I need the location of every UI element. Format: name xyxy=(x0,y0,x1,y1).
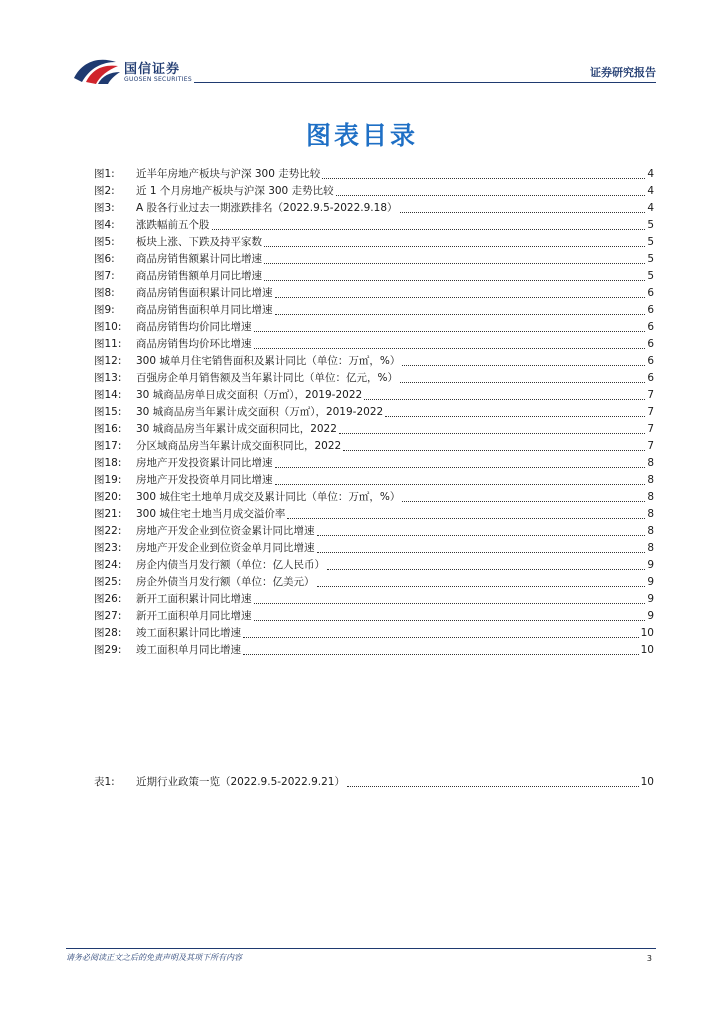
toc-entry-label: 图26: xyxy=(94,593,122,605)
toc-entry[interactable] xyxy=(94,251,654,268)
toc-entry-title: 商品房销售额累计同比增速 xyxy=(136,251,264,268)
toc-entry-label: 图22: xyxy=(94,525,122,537)
toc-entry[interactable] xyxy=(94,404,654,421)
toc-entry-page: 9 xyxy=(645,574,654,591)
toc-entry-label: 图17: xyxy=(94,440,122,452)
toc-entry-title: 房地产开发企业到位资金累计同比增速 xyxy=(136,523,317,540)
toc-entry[interactable] xyxy=(94,200,654,217)
report-type-label: 证券研究报告 xyxy=(590,66,656,79)
toc-dot-leader xyxy=(264,246,645,247)
toc-entry-label: 图13: xyxy=(94,372,122,384)
toc-entry-page: 8 xyxy=(645,506,654,523)
toc-entry-page: 6 xyxy=(645,319,654,336)
toc-entry-title: 30 城商品房当年累计成交面积同比，2022 xyxy=(136,421,339,438)
toc-dot-leader xyxy=(275,484,645,485)
toc-entry-label: 表1: xyxy=(94,776,115,788)
toc-dot-leader xyxy=(400,382,645,383)
toc-entry[interactable] xyxy=(94,574,654,591)
toc-entry[interactable] xyxy=(94,455,654,472)
toc-entry-page: 7 xyxy=(645,421,654,438)
toc-dot-leader xyxy=(212,229,645,230)
toc-entry-label: 图23: xyxy=(94,542,122,554)
toc-entry-page: 10 xyxy=(639,774,654,791)
toc-entry[interactable] xyxy=(94,774,654,791)
toc-entry-page: 6 xyxy=(645,285,654,302)
toc-entry-label: 图11: xyxy=(94,338,122,350)
toc-entry-title: 30 城商品房当年累计成交面积（万㎡），2019-2022 xyxy=(136,404,385,421)
toc-entry-title: 板块上涨、下跌及持平家数 xyxy=(136,234,264,251)
toc-entry-title: 竣工面积单月同比增速 xyxy=(136,642,243,659)
toc-dot-leader xyxy=(339,433,645,434)
toc-dot-leader xyxy=(264,280,645,281)
toc-entry-title: 商品房销售均价同比增速 xyxy=(136,319,254,336)
page-header xyxy=(72,48,656,88)
toc-entry-label: 图18: xyxy=(94,457,122,469)
toc-entry-title: 商品房销售额单月同比增速 xyxy=(136,268,264,285)
toc-entry-title: 商品房销售面积单月同比增速 xyxy=(136,302,275,319)
toc-dot-leader xyxy=(347,786,639,787)
toc-entry-page: 9 xyxy=(645,591,654,608)
toc-dot-leader xyxy=(254,620,645,621)
toc-entry[interactable] xyxy=(94,217,654,234)
toc-dot-leader xyxy=(402,501,645,502)
toc-entry-label: 图15: xyxy=(94,406,122,418)
page-title: 图表目录 xyxy=(305,121,418,150)
toc-entry-label: 图25: xyxy=(94,576,122,588)
toc-entry-label: 图3: xyxy=(94,202,115,214)
toc-entry-title: 近半年房地产板块与沪深 300 走势比较 xyxy=(136,166,322,183)
toc-dot-leader xyxy=(243,637,639,638)
toc-entry-page: 7 xyxy=(645,404,654,421)
toc-dot-leader xyxy=(322,178,645,179)
toc-entry-page: 6 xyxy=(645,370,654,387)
toc-entry[interactable] xyxy=(94,557,654,574)
toc-entry[interactable] xyxy=(94,234,654,251)
toc-entry-page: 8 xyxy=(645,523,654,540)
toc-entry-page: 8 xyxy=(645,455,654,472)
toc-entry-title: 房地产开发企业到位资金单月同比增速 xyxy=(136,540,317,557)
toc-entry-label: 图8: xyxy=(94,287,115,299)
toc-entry-title: 房地产开发投资单月同比增速 xyxy=(136,472,275,489)
toc-entry-title: 房地产开发投资累计同比增速 xyxy=(136,455,275,472)
toc-entry-page: 6 xyxy=(645,353,654,370)
figure-list xyxy=(94,166,654,659)
toc-entry[interactable] xyxy=(94,591,654,608)
toc-dot-leader xyxy=(287,518,645,519)
toc-entry-label: 图21: xyxy=(94,508,122,520)
toc-entry-label: 图20: xyxy=(94,491,122,503)
toc-dot-leader xyxy=(402,365,645,366)
toc-entry[interactable] xyxy=(94,421,654,438)
toc-entry-page: 10 xyxy=(639,625,654,642)
toc-entry-page: 5 xyxy=(645,217,654,234)
toc-dot-leader xyxy=(275,467,645,468)
header-divider xyxy=(194,82,656,83)
toc-entry-label: 图7: xyxy=(94,270,115,282)
toc-entry[interactable] xyxy=(94,370,654,387)
toc-entry[interactable] xyxy=(94,523,654,540)
toc-entry[interactable] xyxy=(94,489,654,506)
toc-dot-leader xyxy=(254,348,645,349)
toc-entry-title: 房企内债当月发行额（单位：亿人民币） xyxy=(136,557,327,574)
toc-entry[interactable] xyxy=(94,438,654,455)
toc-entry-label: 图2: xyxy=(94,185,115,197)
logo-chinese-name: 国信证券 xyxy=(124,62,181,77)
toc-entry-label: 图19: xyxy=(94,474,122,486)
toc-entry-title: 商品房销售面积累计同比增速 xyxy=(136,285,275,302)
toc-entry-title: 近 1 个月房地产板块与沪深 300 走势比较 xyxy=(136,183,336,200)
toc-entry[interactable] xyxy=(94,608,654,625)
toc-entry-page: 6 xyxy=(645,302,654,319)
toc-dot-leader xyxy=(336,195,645,196)
toc-entry-page: 5 xyxy=(645,251,654,268)
table-list xyxy=(94,774,654,791)
toc-entry[interactable] xyxy=(94,319,654,336)
toc-entry[interactable] xyxy=(94,506,654,523)
toc-entry-page: 8 xyxy=(645,540,654,557)
toc-entry-page: 4 xyxy=(645,166,654,183)
footer-divider xyxy=(66,948,656,949)
toc-entry-label: 图28: xyxy=(94,627,122,639)
toc-entry-label: 图4: xyxy=(94,219,115,231)
toc-entry-page: 9 xyxy=(645,557,654,574)
toc-entry-page: 4 xyxy=(645,183,654,200)
toc-entry[interactable] xyxy=(94,166,654,183)
toc-entry-label: 图27: xyxy=(94,610,122,622)
toc-entry[interactable] xyxy=(94,472,654,489)
toc-entry[interactable] xyxy=(94,353,654,370)
toc-entry[interactable] xyxy=(94,268,654,285)
toc-entry-title: 新开工面积累计同比增速 xyxy=(136,591,254,608)
toc-dot-leader xyxy=(264,263,645,264)
guosen-logo-icon xyxy=(72,52,122,86)
toc-entry[interactable] xyxy=(94,183,654,200)
toc-dot-leader xyxy=(317,552,645,553)
toc-entry-title: 商品房销售均价环比增速 xyxy=(136,336,254,353)
toc-dot-leader xyxy=(364,399,645,400)
toc-entry[interactable] xyxy=(94,540,654,557)
toc-entry[interactable] xyxy=(94,387,654,404)
page-number: 3 xyxy=(646,954,652,963)
toc-entry-title: 300 城单月住宅销售面积及累计同比（单位：万㎡，%） xyxy=(136,353,402,370)
toc-dot-leader xyxy=(275,314,645,315)
toc-entry-title: 分区域商品房当年累计成交面积同比，2022 xyxy=(136,438,343,455)
toc-entry-label: 图5: xyxy=(94,236,115,248)
toc-entry[interactable] xyxy=(94,285,654,302)
toc-entry-page: 6 xyxy=(645,336,654,353)
toc-entry-title: A 股各行业过去一期涨跌排名（2022.9.5-2022.9.18） xyxy=(136,200,400,217)
toc-entry-title: 300 城住宅土地单月成交及累计同比（单位：万㎡，%） xyxy=(136,489,402,506)
toc-entry-title: 300 城住宅土地当月成交溢价率 xyxy=(136,506,287,523)
toc-entry[interactable] xyxy=(94,625,654,642)
toc-dot-leader xyxy=(243,654,639,655)
toc-dot-leader xyxy=(385,416,645,417)
toc-entry-title: 近期行业政策一览（2022.9.5-2022.9.21） xyxy=(136,774,347,791)
toc-dot-leader xyxy=(317,535,645,536)
toc-dot-leader xyxy=(400,212,645,213)
toc-entry-label: 图14: xyxy=(94,389,122,401)
toc-entry-label: 图1: xyxy=(94,168,115,180)
logo-english-name: GUOSEN SECURITIES xyxy=(124,76,193,83)
toc-entry-page: 7 xyxy=(645,438,654,455)
toc-entry-label: 图16: xyxy=(94,423,122,435)
toc-dot-leader xyxy=(327,569,645,570)
toc-entry-label: 图6: xyxy=(94,253,115,265)
toc-dot-leader xyxy=(254,603,645,604)
toc-entry-label: 图12: xyxy=(94,355,122,367)
toc-entry-page: 8 xyxy=(645,489,654,506)
toc-entry-label: 图24: xyxy=(94,559,122,571)
toc-entry-title: 新开工面积单月同比增速 xyxy=(136,608,254,625)
toc-entry-label: 图29: xyxy=(94,644,122,656)
toc-entry[interactable] xyxy=(94,336,654,353)
toc-entry[interactable] xyxy=(94,642,654,659)
footer-disclaimer: 请务必阅读正文之后的免责声明及其项下所有内容 xyxy=(66,953,242,962)
toc-entry-title: 百强房企单月销售额及当年累计同比（单位：亿元，%） xyxy=(136,370,400,387)
toc-entry-label: 图10: xyxy=(94,321,122,333)
toc-dot-leader xyxy=(317,586,645,587)
toc-dot-leader xyxy=(343,450,645,451)
toc-entry[interactable] xyxy=(94,302,654,319)
toc-entry-title: 竣工面积累计同比增速 xyxy=(136,625,243,642)
toc-entry-title: 房企外债当月发行额（单位：亿美元） xyxy=(136,574,317,591)
toc-entry-page: 4 xyxy=(645,200,654,217)
toc-entry-label: 图9: xyxy=(94,304,115,316)
toc-entry-page: 5 xyxy=(645,234,654,251)
toc-entry-page: 8 xyxy=(645,472,654,489)
toc-entry-page: 5 xyxy=(645,268,654,285)
toc-entry-page: 9 xyxy=(645,608,654,625)
toc-entry-page: 10 xyxy=(639,642,654,659)
toc-entry-title: 30 城商品房单日成交面积（万㎡），2019-2022 xyxy=(136,387,364,404)
toc-dot-leader xyxy=(275,297,645,298)
toc-entry-page: 7 xyxy=(645,387,654,404)
toc-entry-title: 涨跌幅前五个股 xyxy=(136,217,212,234)
toc-dot-leader xyxy=(254,331,645,332)
